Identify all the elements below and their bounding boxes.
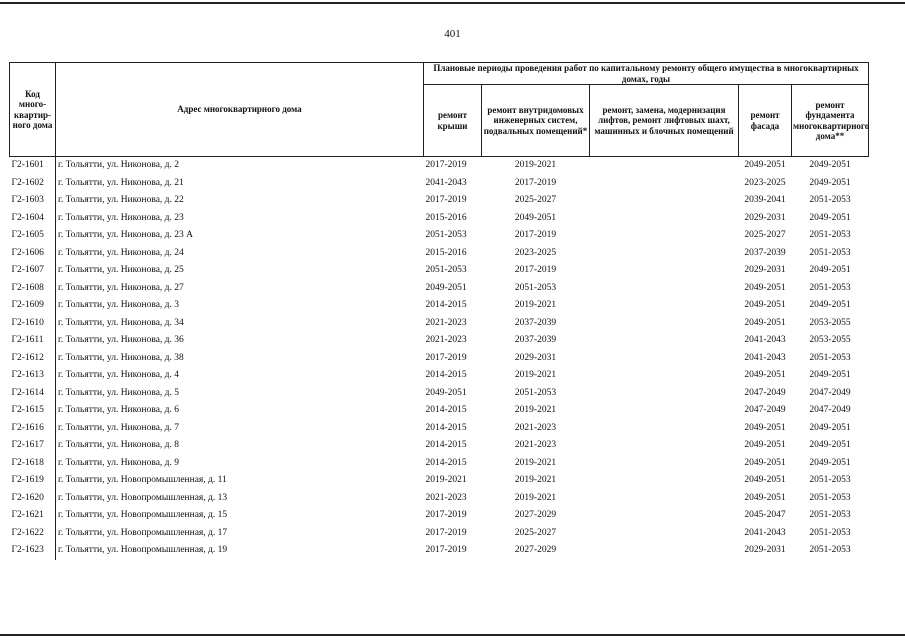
cell-elevators <box>590 367 739 385</box>
cell-roof: 2021-2023 <box>425 492 467 503</box>
cell-code: Г2-1615 <box>11 405 44 415</box>
table-row <box>10 227 869 245</box>
cell-engineering: 2017-2019 <box>514 177 557 188</box>
cell-engineering: 2017-2019 <box>514 265 557 275</box>
cell-address: г. Тольятти, ул. Никонова, д. 2 <box>56 157 424 175</box>
cell-facade: 2049-2051 <box>744 300 786 310</box>
cell-facade: 2029-2031 <box>744 265 786 275</box>
cell-foundation: 2051-2053 <box>809 510 851 520</box>
cell-elevators <box>590 455 739 473</box>
table-row <box>10 297 869 315</box>
cell-engineering: 2025-2027 <box>514 527 557 538</box>
cell-address: г. Тольятти, ул. Никонова, д. 22 <box>56 192 424 210</box>
header-code: Код много-квартир-ного дома <box>10 63 56 157</box>
cell-engineering: 2019-2021 <box>514 475 557 485</box>
cell-roof: 2049-2051 <box>425 387 467 398</box>
cell-foundation: 2051-2053 <box>809 352 851 363</box>
cell-foundation: 2049-2051 <box>809 440 851 450</box>
cell-address: г. Тольятти, ул. Никонова, д. 25 <box>56 262 424 280</box>
cell-elevators <box>590 385 739 403</box>
cell-facade: 2041-2043 <box>744 335 786 345</box>
cell-facade: 2049-2051 <box>744 457 786 468</box>
page-number: 401 <box>444 28 461 40</box>
header-roof: ремонт крыши <box>424 85 482 157</box>
cell-address: г. Тольятти, ул. Новопромышленная, д. 17 <box>56 525 424 543</box>
cell-facade: 2039-2041 <box>744 195 786 205</box>
cell-elevators <box>590 315 739 333</box>
cell-address: г. Тольятти, ул. Никонова, д. 24 <box>56 245 424 263</box>
cell-address: г. Тольятти, ул. Новопромышленная, д. 13 <box>56 490 424 508</box>
table-row <box>10 192 869 210</box>
cell-address: г. Тольятти, ул. Никонова, д. 5 <box>56 385 424 403</box>
cell-facade: 2041-2043 <box>744 352 786 363</box>
cell-facade: 2049-2051 <box>744 282 786 293</box>
table-row <box>10 157 869 175</box>
table-row <box>10 437 869 455</box>
cell-foundation: 2053-2055 <box>809 317 851 328</box>
cell-code: Г2-1601 <box>11 160 44 170</box>
cell-elevators <box>590 472 739 490</box>
header-facade: ремонт фасада <box>739 85 792 157</box>
cell-foundation: 2051-2053 <box>809 247 851 258</box>
cell-roof: 2019-2021 <box>425 475 467 485</box>
table-row <box>10 350 869 368</box>
cell-engineering: 2051-2053 <box>514 282 557 293</box>
cell-roof: 2021-2023 <box>425 317 467 328</box>
cell-engineering: 2019-2021 <box>514 300 557 310</box>
table-row <box>10 367 869 385</box>
table-row <box>10 280 869 298</box>
cell-code: Г2-1604 <box>11 212 44 223</box>
cell-foundation: 2053-2055 <box>809 335 851 345</box>
cell-roof: 2017-2019 <box>425 545 467 555</box>
cell-code: Г2-1622 <box>11 527 44 538</box>
cell-facade: 2049-2051 <box>744 370 786 380</box>
cell-address: г. Тольятти, ул. Никонова, д. 6 <box>56 402 424 420</box>
cell-roof: 2049-2051 <box>425 282 467 293</box>
cell-elevators <box>590 525 739 543</box>
cell-foundation: 2051-2053 <box>809 230 851 240</box>
cell-roof: 2017-2019 <box>425 195 467 205</box>
cell-address: г. Тольятти, ул. Никонова, д. 9 <box>56 455 424 473</box>
cell-code: Г2-1619 <box>11 475 44 485</box>
cell-code: Г2-1623 <box>11 545 44 555</box>
cell-facade: 2037-2039 <box>744 247 786 258</box>
table-body <box>10 157 869 560</box>
cell-foundation: 2047-2049 <box>809 387 851 398</box>
cell-code: Г2-1606 <box>11 247 44 258</box>
cell-elevators <box>590 227 739 245</box>
cell-address: г. Тольятти, ул. Новопромышленная, д. 11 <box>56 472 424 490</box>
cell-elevators <box>590 507 739 525</box>
cell-foundation: 2051-2053 <box>809 527 851 538</box>
cell-foundation: 2049-2051 <box>809 160 851 170</box>
cell-code: Г2-1620 <box>11 492 44 503</box>
cell-engineering: 2037-2039 <box>514 317 557 328</box>
cell-foundation: 2049-2051 <box>809 177 851 188</box>
cell-facade: 2049-2051 <box>744 160 786 170</box>
cell-foundation: 2049-2051 <box>809 422 851 433</box>
cell-address: г. Тольятти, ул. Никонова, д. 23 <box>56 210 424 228</box>
cell-address: г. Тольятти, ул. Никонова, д. 27 <box>56 280 424 298</box>
cell-elevators <box>590 297 739 315</box>
cell-code: Г2-1605 <box>11 230 44 240</box>
table-row <box>10 245 869 263</box>
cell-foundation: 2051-2053 <box>809 475 851 485</box>
table-row <box>10 402 869 420</box>
cell-address: г. Тольятти, ул. Никонова, д. 7 <box>56 420 424 438</box>
cell-roof: 2014-2015 <box>425 300 467 310</box>
cell-code: Г2-1614 <box>11 387 44 398</box>
cell-code: Г2-1611 <box>11 335 44 345</box>
cell-address: г. Тольятти, ул. Никонова, д. 8 <box>56 437 424 455</box>
cell-facade: 2049-2051 <box>744 422 786 433</box>
cell-facade: 2049-2051 <box>744 492 786 503</box>
cell-code: Г2-1602 <box>11 177 44 188</box>
table-row <box>10 490 869 508</box>
cell-facade: 2029-2031 <box>744 212 786 223</box>
header-group: Плановые периоды проведения работ по капитальному ремонту общего имущества в многоквартирных домах, годы <box>424 63 869 85</box>
table-row <box>10 385 869 403</box>
cell-engineering: 2019-2021 <box>514 405 557 415</box>
cell-code: Г2-1607 <box>11 265 44 275</box>
cell-engineering: 2021-2023 <box>514 422 557 433</box>
header-elevators: ремонт, замена, модернизация лифтов, ремонт лифтовых шахт, машинных и блочных помещений <box>590 85 739 157</box>
header-foundation: ремонт фундамента многоквартирного дома** <box>792 85 869 157</box>
cell-engineering: 2019-2021 <box>514 370 557 380</box>
cell-address: г. Тольятти, ул. Никонова, д. 23 А <box>56 227 424 245</box>
cell-code: Г2-1612 <box>11 352 44 363</box>
cell-engineering: 2049-2051 <box>514 212 557 223</box>
cell-facade: 2029-2031 <box>744 545 786 555</box>
table-row <box>10 210 869 228</box>
bottom-rule <box>0 634 905 636</box>
cell-elevators <box>590 350 739 368</box>
cell-address: г. Тольятти, ул. Никонова, д. 36 <box>56 332 424 350</box>
cell-address: г. Тольятти, ул. Никонова, д. 21 <box>56 175 424 193</box>
cell-elevators <box>590 192 739 210</box>
cell-facade: 2045-2047 <box>744 510 786 520</box>
cell-elevators <box>590 420 739 438</box>
cell-roof: 2017-2019 <box>425 160 467 170</box>
cell-code: Г2-1621 <box>11 510 44 520</box>
cell-foundation: 2051-2053 <box>809 282 851 293</box>
cell-elevators <box>590 402 739 420</box>
cell-code: Г2-1608 <box>11 282 44 293</box>
cell-foundation: 2049-2051 <box>809 212 851 223</box>
table-row <box>10 315 869 333</box>
cell-foundation: 2049-2051 <box>809 300 851 310</box>
cell-roof: 2017-2019 <box>425 510 467 520</box>
cell-roof: 2021-2023 <box>425 335 467 345</box>
cell-facade: 2025-2027 <box>744 230 786 240</box>
cell-elevators <box>590 332 739 350</box>
cell-elevators <box>590 542 739 560</box>
cell-facade: 2049-2051 <box>744 475 786 485</box>
cell-facade: 2049-2051 <box>744 440 786 450</box>
cell-address: г. Тольятти, ул. Никонова, д. 4 <box>56 367 424 385</box>
cell-code: Г2-1616 <box>11 422 44 433</box>
cell-elevators <box>590 262 739 280</box>
cell-address: г. Тольятти, ул. Никонова, д. 34 <box>56 315 424 333</box>
cell-roof: 2014-2015 <box>425 422 467 433</box>
header-engineering: ремонт внутридомовых инженерных систем, подвальных помещений* <box>482 85 590 157</box>
cell-facade: 2041-2043 <box>744 527 786 538</box>
cell-engineering: 2027-2029 <box>514 545 557 555</box>
cell-engineering: 2019-2021 <box>514 457 557 468</box>
cell-roof: 2051-2053 <box>425 265 467 275</box>
cell-facade: 2023-2025 <box>744 177 786 188</box>
cell-code: Г2-1610 <box>11 317 44 328</box>
cell-foundation: 2051-2053 <box>809 195 851 205</box>
cell-elevators <box>590 175 739 193</box>
cell-foundation: 2047-2049 <box>809 405 851 415</box>
cell-roof: 2014-2015 <box>425 405 467 415</box>
cell-elevators <box>590 245 739 263</box>
cell-roof: 2017-2019 <box>425 527 467 538</box>
cell-engineering: 2019-2021 <box>514 160 557 170</box>
cell-engineering: 2019-2021 <box>514 492 557 503</box>
cell-address: г. Тольятти, ул. Новопромышленная, д. 15 <box>56 507 424 525</box>
cell-address: г. Тольятти, ул. Никонова, д. 3 <box>56 297 424 315</box>
table-row <box>10 455 869 473</box>
cell-roof: 2051-2053 <box>425 230 467 240</box>
cell-foundation: 2049-2051 <box>809 457 851 468</box>
cell-foundation: 2051-2053 <box>809 545 851 555</box>
cell-engineering: 2025-2027 <box>514 195 557 205</box>
cell-code: Г2-1617 <box>11 440 44 450</box>
cell-facade: 2047-2049 <box>744 405 786 415</box>
cell-code: Г2-1618 <box>11 457 44 468</box>
cell-engineering: 2029-2031 <box>514 352 557 363</box>
cell-roof: 2015-2016 <box>425 247 467 258</box>
cell-code: Г2-1603 <box>11 195 44 205</box>
header-address: Адрес многоквартирного дома <box>56 63 424 157</box>
repair-schedule-table <box>9 62 869 560</box>
cell-elevators <box>590 437 739 455</box>
cell-roof: 2014-2015 <box>425 457 467 468</box>
cell-foundation: 2049-2051 <box>809 370 851 380</box>
cell-engineering: 2021-2023 <box>514 440 557 450</box>
cell-elevators <box>590 490 739 508</box>
cell-facade: 2049-2051 <box>744 317 786 328</box>
cell-roof: 2041-2043 <box>425 177 467 188</box>
cell-roof: 2017-2019 <box>425 352 467 363</box>
cell-roof: 2014-2015 <box>425 370 467 380</box>
cell-engineering: 2017-2019 <box>514 230 557 240</box>
cell-roof: 2014-2015 <box>425 440 467 450</box>
cell-engineering: 2037-2039 <box>514 335 557 345</box>
top-rule <box>0 2 905 4</box>
cell-elevators <box>590 210 739 228</box>
table-row <box>10 262 869 280</box>
table-row <box>10 332 869 350</box>
table-row <box>10 507 869 525</box>
table-row <box>10 472 869 490</box>
cell-code: Г2-1613 <box>11 370 44 380</box>
table-row <box>10 525 869 543</box>
cell-foundation: 2049-2051 <box>809 265 851 275</box>
table-row <box>10 175 869 193</box>
cell-engineering: 2051-2053 <box>514 387 557 398</box>
table-row <box>10 542 869 560</box>
cell-address: г. Тольятти, ул. Никонова, д. 38 <box>56 350 424 368</box>
cell-elevators <box>590 280 739 298</box>
cell-engineering: 2023-2025 <box>514 247 557 258</box>
cell-elevators <box>590 157 739 175</box>
table-row <box>10 420 869 438</box>
cell-address: г. Тольятти, ул. Новопромышленная, д. 19 <box>56 542 424 560</box>
cell-roof: 2015-2016 <box>425 212 467 223</box>
cell-foundation: 2051-2053 <box>809 492 851 503</box>
cell-code: Г2-1609 <box>11 300 44 310</box>
cell-facade: 2047-2049 <box>744 387 786 398</box>
cell-engineering: 2027-2029 <box>514 510 557 520</box>
